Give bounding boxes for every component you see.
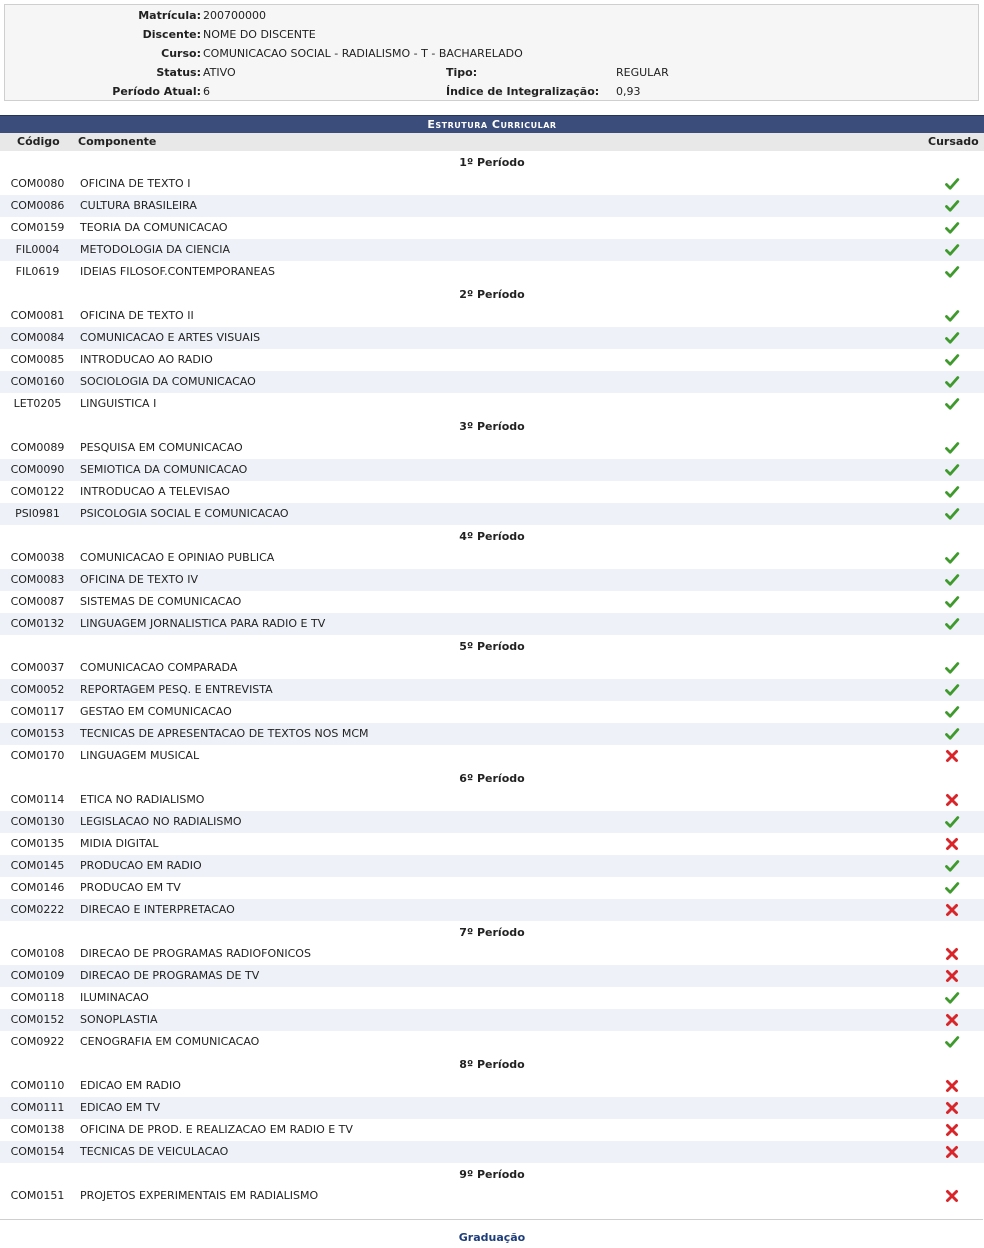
component-code: COM0170	[10, 749, 65, 762]
matricula-value: 200700000	[203, 9, 266, 22]
cross-icon	[944, 946, 966, 962]
table-row	[0, 349, 984, 371]
component-code: COM0146	[10, 881, 65, 894]
component-name: CULTURA BRASILEIRA	[80, 199, 197, 212]
check-icon	[944, 990, 966, 1006]
component-name: ILUMINACAO	[80, 991, 149, 1004]
period-header: 3º Período	[0, 415, 984, 437]
component-name: OFICINA DE TEXTO IV	[80, 573, 198, 586]
check-icon	[944, 176, 966, 192]
component-code: COM0080	[10, 177, 65, 190]
table-header	[0, 133, 984, 151]
component-code: COM0135	[10, 837, 65, 850]
check-icon	[944, 814, 966, 830]
component-code: COM0153	[10, 727, 65, 740]
check-icon	[944, 374, 966, 390]
check-icon	[944, 704, 966, 720]
component-name: SONOPLASTIA	[80, 1013, 158, 1026]
component-code: COM0090	[10, 463, 65, 476]
table-row	[0, 261, 984, 283]
component-code: COM0922	[10, 1035, 65, 1048]
table-row	[0, 987, 984, 1009]
component-name: GESTAO EM COMUNICACAO	[80, 705, 232, 718]
table-row	[0, 591, 984, 613]
check-icon	[944, 330, 966, 346]
table-row	[0, 789, 984, 811]
component-code: COM0083	[10, 573, 65, 586]
component-name: ETICA NO RADIALISMO	[80, 793, 205, 806]
cross-icon	[944, 968, 966, 984]
check-icon	[944, 220, 966, 236]
component-name: COMUNICACAO E ARTES VISUAIS	[80, 331, 261, 344]
curso-label: Curso:	[161, 47, 201, 60]
cross-icon	[944, 902, 966, 918]
table-row	[0, 943, 984, 965]
cross-icon	[944, 792, 966, 808]
component-name: TECNICAS DE VEICULACAO	[80, 1145, 229, 1158]
table-row	[0, 393, 984, 415]
component-name: MIDIA DIGITAL	[80, 837, 159, 850]
check-icon	[944, 594, 966, 610]
table-caption: Estrutura Curricular	[0, 115, 984, 133]
table-row	[0, 1009, 984, 1031]
check-icon	[944, 198, 966, 214]
table-row	[0, 965, 984, 987]
table-row	[0, 1075, 984, 1097]
component-code: COM0122	[10, 485, 65, 498]
component-code: LET0205	[13, 397, 62, 410]
component-code: COM0111	[10, 1101, 65, 1114]
table-row	[0, 1119, 984, 1141]
period-header: 2º Período	[0, 283, 984, 305]
component-code: COM0154	[10, 1145, 65, 1158]
component-code: COM0138	[10, 1123, 65, 1136]
component-code: COM0084	[10, 331, 65, 344]
table-row	[0, 1141, 984, 1163]
table-row	[0, 701, 984, 723]
component-name: LINGUAGEM MUSICAL	[80, 749, 200, 762]
component-code: COM0130	[10, 815, 65, 828]
component-name: PRODUCAO EM TV	[80, 881, 181, 894]
check-icon	[944, 726, 966, 742]
component-code: COM0151	[10, 1189, 65, 1202]
component-code: COM0222	[10, 903, 65, 916]
table-row	[0, 1097, 984, 1119]
component-name: LINGUAGEM JORNALISTICA PARA RADIO E TV	[80, 617, 326, 630]
component-name: LEGISLACAO NO RADIALISMO	[80, 815, 242, 828]
table-row	[0, 679, 984, 701]
table-row	[0, 811, 984, 833]
component-code: COM0114	[10, 793, 65, 806]
check-icon	[944, 242, 966, 258]
period-header: 1º Período	[0, 151, 984, 173]
check-icon	[944, 264, 966, 280]
curso-value: COMUNICACAO SOCIAL - RADIALISMO - T - BACHARELADO	[203, 47, 523, 60]
component-name: SISTEMAS DE COMUNICACAO	[80, 595, 242, 608]
component-code: COM0159	[10, 221, 65, 234]
component-code: COM0160	[10, 375, 65, 388]
table-row	[0, 503, 984, 525]
check-icon	[944, 682, 966, 698]
periodo-label-wrap	[5, 82, 201, 101]
component-name: IDEIAS FILOSOF.CONTEMPORANEAS	[80, 265, 276, 278]
period-header: 9º Período	[0, 1163, 984, 1185]
component-name: DIRECAO DE PROGRAMAS RADIOFONICOS	[80, 947, 311, 960]
component-name: OFICINA DE TEXTO I	[80, 177, 191, 190]
curso-label-wrap	[5, 44, 201, 63]
discente-label: Discente:	[142, 28, 201, 41]
table-row	[0, 569, 984, 591]
component-code: COM0087	[10, 595, 65, 608]
component-name: SEMIOTICA DA COMUNICACAO	[80, 463, 248, 476]
col-cursado: Cursado	[928, 135, 979, 148]
table-body	[0, 151, 984, 1207]
check-icon	[944, 462, 966, 478]
component-name: EDICAO EM TV	[80, 1101, 161, 1114]
component-code: COM0037	[10, 661, 65, 674]
table-row	[0, 217, 984, 239]
col-componente: Componente	[78, 135, 157, 148]
table-row	[0, 371, 984, 393]
check-icon	[944, 660, 966, 676]
component-name: COMUNICACAO COMPARADA	[80, 661, 238, 674]
status-label-wrap	[5, 63, 201, 82]
table-row	[0, 657, 984, 679]
component-code: COM0109	[10, 969, 65, 982]
check-icon	[944, 440, 966, 456]
component-code: COM0081	[10, 309, 65, 322]
component-name: TEORIA DA COMUNICACAO	[80, 221, 228, 234]
cross-icon	[944, 1188, 966, 1204]
table-row	[0, 833, 984, 855]
table-row	[0, 745, 984, 767]
student-info-panel	[4, 4, 979, 101]
check-icon	[944, 352, 966, 368]
component-name: OFICINA DE PROD. E REALIZACAO EM RADIO E TV	[80, 1123, 353, 1136]
status-label: Status:	[156, 66, 201, 79]
component-code: COM0152	[10, 1013, 65, 1026]
check-icon	[944, 506, 966, 522]
table-row	[0, 305, 984, 327]
check-icon	[944, 858, 966, 874]
component-name: LINGUISTICA I	[80, 397, 157, 410]
table-row	[0, 855, 984, 877]
period-header: 6º Período	[0, 767, 984, 789]
component-name: EDICAO EM RADIO	[80, 1079, 181, 1092]
component-code: COM0118	[10, 991, 65, 1004]
table-row	[0, 877, 984, 899]
component-code: FIL0004	[15, 243, 60, 256]
component-name: PRODUCAO EM RADIO	[80, 859, 202, 872]
table-row	[0, 1185, 984, 1207]
period-header: 7º Período	[0, 921, 984, 943]
discente-label-wrap	[5, 25, 201, 44]
component-code: COM0110	[10, 1079, 65, 1092]
component-name: SOCIOLOGIA DA COMUNICACAO	[80, 375, 256, 388]
period-header: 5º Período	[0, 635, 984, 657]
periodo-value: 6	[203, 85, 210, 98]
component-name: COMUNICACAO E OPINIAO PUBLICA	[80, 551, 275, 564]
table-row	[0, 723, 984, 745]
cross-icon	[944, 1144, 966, 1160]
cross-icon	[944, 836, 966, 852]
component-name: METODOLOGIA DA CIENCIA	[80, 243, 230, 256]
check-icon	[944, 880, 966, 896]
table-row	[0, 899, 984, 921]
table-row	[0, 613, 984, 635]
table-row	[0, 1031, 984, 1053]
tipo-value: REGULAR	[616, 66, 669, 79]
matricula-label-wrap	[5, 6, 201, 25]
component-code: COM0085	[10, 353, 65, 366]
check-icon	[944, 308, 966, 324]
component-name: INTRODUCAO AO RADIO	[80, 353, 213, 366]
cross-icon	[944, 748, 966, 764]
table-row	[0, 547, 984, 569]
discente-value: NOME DO DISCENTE	[203, 28, 316, 41]
component-name: OFICINA DE TEXTO II	[80, 309, 194, 322]
table-row	[0, 459, 984, 481]
cross-icon	[944, 1122, 966, 1138]
table-row	[0, 173, 984, 195]
check-icon	[944, 396, 966, 412]
component-code: COM0117	[10, 705, 65, 718]
indice-value: 0,93	[616, 85, 641, 98]
check-icon	[944, 484, 966, 500]
table-row	[0, 327, 984, 349]
component-code: COM0089	[10, 441, 65, 454]
cross-icon	[944, 1100, 966, 1116]
table-row	[0, 437, 984, 459]
periodo-label: Período Atual:	[112, 85, 201, 98]
component-name: DIRECAO E INTERPRETACAO	[80, 903, 235, 916]
component-name: CENOGRAFIA EM COMUNICACAO	[80, 1035, 260, 1048]
component-code: COM0132	[10, 617, 65, 630]
check-icon	[944, 1034, 966, 1050]
component-code: COM0145	[10, 859, 65, 872]
component-code: COM0038	[10, 551, 65, 564]
component-name: REPORTAGEM PESQ. E ENTREVISTA	[80, 683, 273, 696]
component-name: INTRODUCAO A TELEVISAO	[80, 485, 230, 498]
component-name: PROJETOS EXPERIMENTAIS EM RADIALISMO	[80, 1189, 319, 1202]
matricula-label: Matrícula:	[138, 9, 201, 22]
component-name: PSICOLOGIA SOCIAL E COMUNICACAO	[80, 507, 289, 520]
table-row	[0, 195, 984, 217]
check-icon	[944, 550, 966, 566]
check-icon	[944, 616, 966, 632]
table-row	[0, 481, 984, 503]
component-name: TECNICAS DE APRESENTACAO DE TEXTOS NOS MCM	[80, 727, 369, 740]
component-code: FIL0619	[15, 265, 60, 278]
component-name: PESQUISA EM COMUNICACAO	[80, 441, 243, 454]
graduacao-link[interactable]: Graduação	[458, 1231, 526, 1244]
cross-icon	[944, 1078, 966, 1094]
component-code: PSI0981	[15, 507, 60, 520]
component-code: COM0052	[10, 683, 65, 696]
indice-label: Índice de Integralização:	[446, 85, 600, 98]
tipo-label: Tipo:	[446, 66, 478, 79]
status-value: ATIVO	[203, 66, 236, 79]
table-row	[0, 239, 984, 261]
col-codigo: Código	[17, 135, 60, 148]
check-icon	[944, 572, 966, 588]
component-name: DIRECAO DE PROGRAMAS DE TV	[80, 969, 260, 982]
component-code: COM0108	[10, 947, 65, 960]
period-header: 4º Período	[0, 525, 984, 547]
period-header: 8º Período	[0, 1053, 984, 1075]
component-code: COM0086	[10, 199, 65, 212]
cross-icon	[944, 1012, 966, 1028]
